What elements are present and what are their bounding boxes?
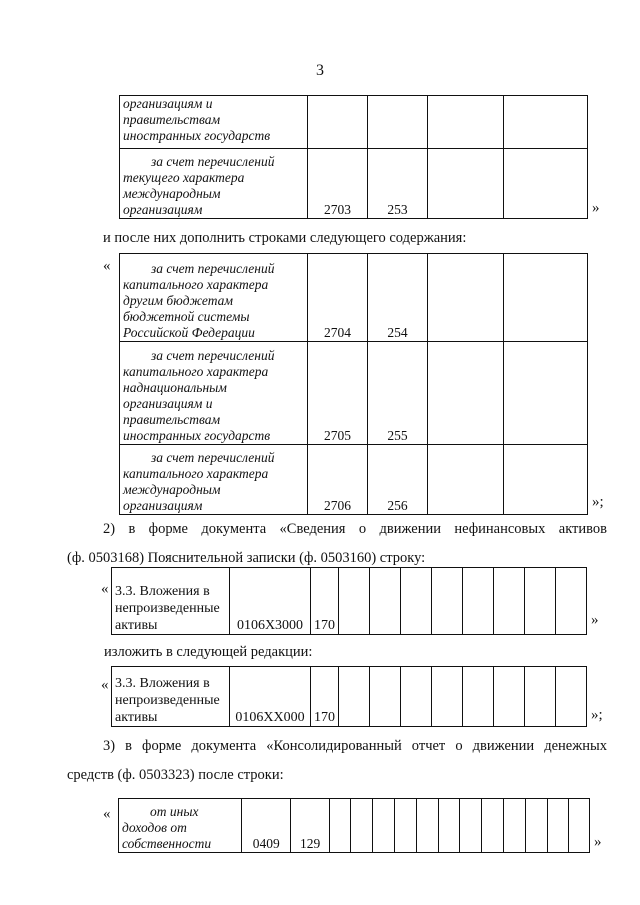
- row-description: [112, 667, 230, 727]
- empty-cell: [504, 254, 588, 342]
- desc-line: 3.3. Вложения в: [115, 676, 210, 691]
- desc-line: иностранных государств: [123, 428, 271, 443]
- code-cell: 255: [368, 342, 428, 445]
- code-cell: 170: [311, 568, 339, 635]
- row-description: [120, 342, 308, 445]
- empty-cell: [432, 667, 463, 727]
- empty-cell: [548, 799, 569, 853]
- empty-cell: [394, 799, 416, 853]
- code-cell: 0106ХХ000: [230, 667, 311, 727]
- empty-cell: [329, 799, 350, 853]
- empty-cell: [568, 799, 589, 853]
- desc-line: за счет перечислений: [151, 154, 275, 169]
- desc-line: иностранных государств: [123, 128, 271, 143]
- empty-cell: [372, 799, 394, 853]
- desc-line: организациям и: [123, 96, 213, 111]
- table-new-row: [111, 666, 587, 727]
- desc-line: от иных: [150, 804, 199, 819]
- code-cell: 0106Х3000: [230, 568, 311, 635]
- empty-cell: [416, 799, 438, 853]
- close-quote: »: [591, 612, 599, 628]
- close-quote: »;: [591, 707, 603, 723]
- empty-cell: [463, 667, 494, 727]
- open-quote: «: [103, 806, 111, 822]
- empty-cell: [504, 149, 588, 219]
- empty-cell: [401, 568, 432, 635]
- table-new-rows: [119, 253, 588, 515]
- empty-cell: [339, 568, 370, 635]
- code-cell: 0409: [242, 799, 291, 853]
- row-description: [120, 254, 308, 342]
- open-quote: «: [101, 581, 109, 597]
- code-cell: 256: [368, 445, 428, 515]
- paragraph: изложить в следующей редакции:: [104, 644, 313, 660]
- empty-cell: [494, 568, 525, 635]
- desc-line: 3.3. Вложения в: [115, 584, 210, 599]
- code-cell: 2706: [308, 445, 368, 515]
- row-description: [120, 149, 308, 219]
- desc-line: бюджетной системы: [123, 309, 250, 324]
- desc-line: капитального характера: [123, 466, 269, 481]
- empty-cell: [504, 96, 588, 149]
- desc-line: за счет перечислений: [151, 450, 275, 465]
- desc-line: международным: [123, 186, 221, 201]
- desc-line: активы: [115, 710, 158, 725]
- paragraph-line: 3) в форме документа «Консолидированный отчет о движении денежных: [103, 738, 607, 754]
- table-row: [119, 799, 590, 853]
- desc-line: непроизведенные: [115, 601, 220, 616]
- row-description: [112, 568, 230, 635]
- empty-cell: [504, 799, 526, 853]
- empty-cell: [339, 667, 370, 727]
- desc-line: правительствам: [123, 412, 221, 427]
- table-row: [120, 149, 588, 219]
- code-cell: [368, 96, 428, 149]
- desc-line: активы: [115, 618, 158, 633]
- desc-line: организациям и: [123, 396, 213, 411]
- close-quote: »: [594, 834, 602, 850]
- code-cell: 2704: [308, 254, 368, 342]
- open-quote: «: [101, 677, 109, 693]
- desc-line: организациям: [123, 498, 203, 513]
- empty-cell: [463, 568, 494, 635]
- empty-cell: [350, 799, 372, 853]
- desc-line: капитального характера: [123, 277, 269, 292]
- empty-cell: [438, 799, 460, 853]
- table-continued: [119, 95, 588, 219]
- paragraph-line: (ф. 0503168) Пояснительной записки (ф. 0503160) строку:: [67, 550, 426, 566]
- page-number: 3: [316, 62, 324, 79]
- empty-cell: [401, 667, 432, 727]
- empty-cell: [428, 149, 504, 219]
- desc-line: правительствам: [123, 112, 221, 127]
- desc-line: организациям: [123, 202, 203, 217]
- code-cell: [308, 96, 368, 149]
- empty-cell: [428, 445, 504, 515]
- table-after-row: [118, 798, 590, 853]
- desc-line: за счет перечислений: [151, 348, 275, 363]
- desc-line: собственности: [122, 836, 212, 851]
- empty-cell: [460, 799, 482, 853]
- row-description: [120, 445, 308, 515]
- empty-cell: [556, 667, 587, 727]
- empty-cell: [504, 342, 588, 445]
- code-cell: 254: [368, 254, 428, 342]
- paragraph: и после них дополнить строками следующего содержания:: [103, 230, 467, 246]
- desc-line: непроизведенные: [115, 693, 220, 708]
- table-row: [120, 254, 588, 342]
- table-row: [120, 445, 588, 515]
- empty-cell: [370, 667, 401, 727]
- empty-cell: [556, 568, 587, 635]
- close-quote: »;: [592, 494, 604, 510]
- paragraph-line: 2) в форме документа «Сведения о движении нефинансовых активов: [103, 521, 607, 537]
- desc-line: международным: [123, 482, 221, 497]
- paragraph-line: средств (ф. 0503323) после строки:: [67, 767, 284, 783]
- close-quote: »: [592, 200, 600, 216]
- empty-cell: [494, 667, 525, 727]
- desc-line: за счет перечислений: [151, 261, 275, 276]
- desc-line: наднациональным: [123, 380, 227, 395]
- empty-cell: [432, 568, 463, 635]
- empty-cell: [428, 254, 504, 342]
- open-quote: «: [103, 258, 111, 274]
- desc-line: другим бюджетам: [123, 293, 234, 308]
- empty-cell: [428, 342, 504, 445]
- code-cell: 253: [368, 149, 428, 219]
- desc-line: доходов от: [122, 820, 187, 835]
- desc-line: капитального характера: [123, 364, 269, 379]
- table-row: [112, 667, 587, 727]
- desc-line: Российской Федерации: [123, 325, 255, 340]
- table-row: [120, 342, 588, 445]
- empty-cell: [370, 568, 401, 635]
- row-description: [119, 799, 242, 853]
- table-old-row: [111, 567, 587, 635]
- code-cell: 2705: [308, 342, 368, 445]
- row-description: [120, 96, 308, 149]
- code-cell: 2703: [308, 149, 368, 219]
- code-cell: 129: [291, 799, 330, 853]
- empty-cell: [525, 667, 556, 727]
- code-cell: 170: [311, 667, 339, 727]
- empty-cell: [482, 799, 504, 853]
- empty-cell: [428, 96, 504, 149]
- empty-cell: [504, 445, 588, 515]
- empty-cell: [525, 568, 556, 635]
- table-row: [112, 568, 587, 635]
- table-row: [120, 96, 588, 149]
- empty-cell: [526, 799, 548, 853]
- desc-line: текущего характера: [123, 170, 245, 185]
